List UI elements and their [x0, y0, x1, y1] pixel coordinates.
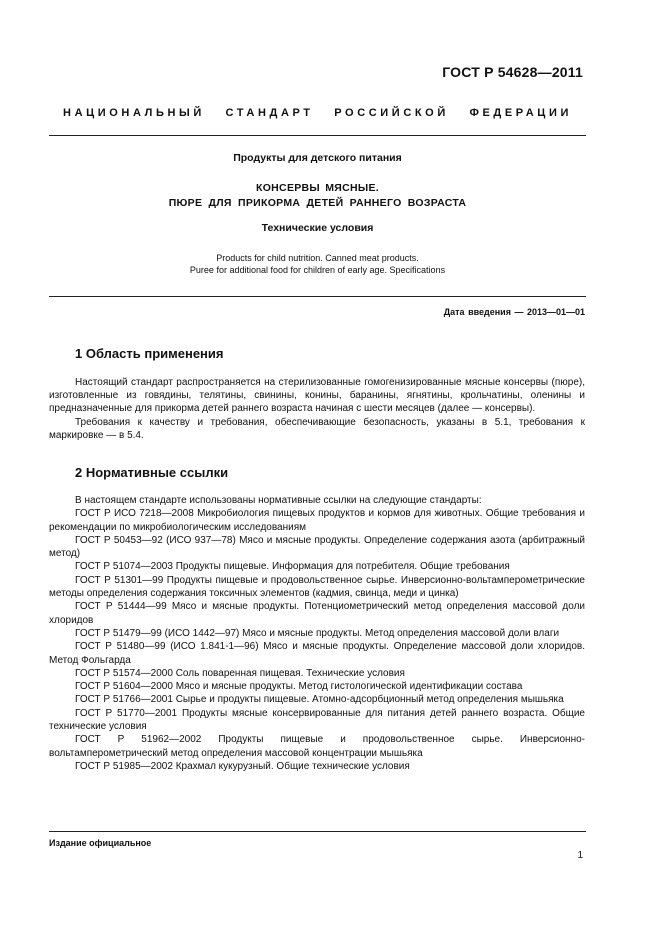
document-subject: Продукты для детского питания	[233, 152, 402, 164]
footer-divider	[49, 831, 586, 832]
document-title-line1: КОНСЕРВЫ МЯСНЫЕ.	[256, 182, 379, 194]
scope-text	[49, 376, 585, 442]
document-title-line2: ПЮРЕ ДЛЯ ПРИКОРМА ДЕТЕЙ РАННЕГО ВОЗРАСТА	[168, 197, 467, 209]
scope-paragraph: Требования к качеству и требования, обеспечивающие безопасность, указаны в 5.1, требования к маркировке — в 5.4.	[49, 416, 585, 441]
official-edition-label: Издание официальное	[49, 838, 152, 848]
title-divider	[49, 296, 586, 297]
reference-item: ГОСТ Р 51985—2002 Крахмал кукурузный. Общие технические условия	[75, 760, 410, 772]
reference-item: ГОСТ Р 51074—2003 Продукты пищевые. Информация для потребителя. Общие требования	[75, 561, 510, 573]
english-title-line1: Products for child nutrition. Canned meat products.	[216, 253, 419, 263]
document-spec-label: Технические условия	[261, 222, 374, 234]
national-standard-header: НАЦИОНАЛЬНЫЙ СТАНДАРТ РОССИЙСКОЙ ФЕДЕРАЦИИ	[63, 107, 572, 119]
references-intro: В настоящем стандарте использованы нормативные ссылки на следующие стандарты:	[75, 495, 482, 506]
reference-item: ГОСТ Р 51766—2001 Сырье и продукты пищевые. Атомно-адсорбционный метод определения мышьяка	[75, 694, 564, 706]
english-title-line2: Puree for additional food for children of early age. Specifications	[189, 265, 446, 275]
reference-item: ГОСТ Р 50453—92 (ИСО 937—78) Мясо и мясные продукты. Определение содержания азота (арбитражный метод)	[49, 534, 585, 560]
reference-item: ГОСТ Р 51480—99 (ИСО 1.841-1—96) Мясо и мясные продукты. Определение массовой доли хлоридов. Метод Фольгарда	[49, 641, 585, 666]
introduction-date: Дата введения — 2013—01—01	[443, 307, 585, 317]
section-heading-references: 2 Нормативные ссылки	[75, 465, 229, 480]
header-divider	[49, 135, 586, 136]
reference-item: ГОСТ Р 51770—2001 Продукты мясные консервированные для питания детей раннего возраста. Общие технические условия	[49, 707, 585, 733]
reference-item: ГОСТ Р 51301—99 Продукты пищевые и продовольственное сырье. Инверсионно-вольтамперометрические методы определения содержания токсичных элементов (кадмия, свинца, меди и цинка)	[49, 574, 585, 600]
gost-number: ГОСТ Р 54628—2011	[442, 64, 583, 80]
reference-item: ГОСТ Р ИСО 7218—2008 Микробиология пищевых продуктов и кормов для животных. Общие требования и рекомендации по микробиологическим исследованиям	[49, 508, 585, 533]
reference-item: ГОСТ Р 51479—99 (ИСО 1442—97) Мясо и мясные продукты. Метод определения массовой доли влаги	[75, 627, 560, 639]
scope-paragraph: Настоящий стандарт распространяется на стерилизованные гомогенизированные мясные консервы (пюре), изготовленные из говядины, телятины, свинины, конины, баранины, ягнятины, крольчатины, оленины и предназначенные для прикорма детей раннего возраста начиная с шести месяцев (далее — консервы).	[49, 377, 585, 415]
reference-item: ГОСТ Р 51962—2002 Продукты пищевые и продовольственное сырье. Инверсионно-вольтамперометрический метод определения массовой концентрации мышьяка	[49, 734, 585, 759]
section-heading-scope: 1 Область применения	[75, 346, 224, 361]
references-list	[49, 494, 585, 773]
reference-item: ГОСТ Р 51574—2000 Соль поваренная пищевая. Технические условия	[75, 667, 405, 679]
page-number: 1	[577, 850, 583, 861]
reference-item: ГОСТ Р 51604—2000 Мясо и мясные продукты. Метод гистологической идентификации состава	[75, 681, 523, 693]
reference-item: ГОСТ Р 51444—99 Мясо и мясные продукты. Потенциометрический метод определения массовой доли хлоридов	[49, 601, 585, 626]
